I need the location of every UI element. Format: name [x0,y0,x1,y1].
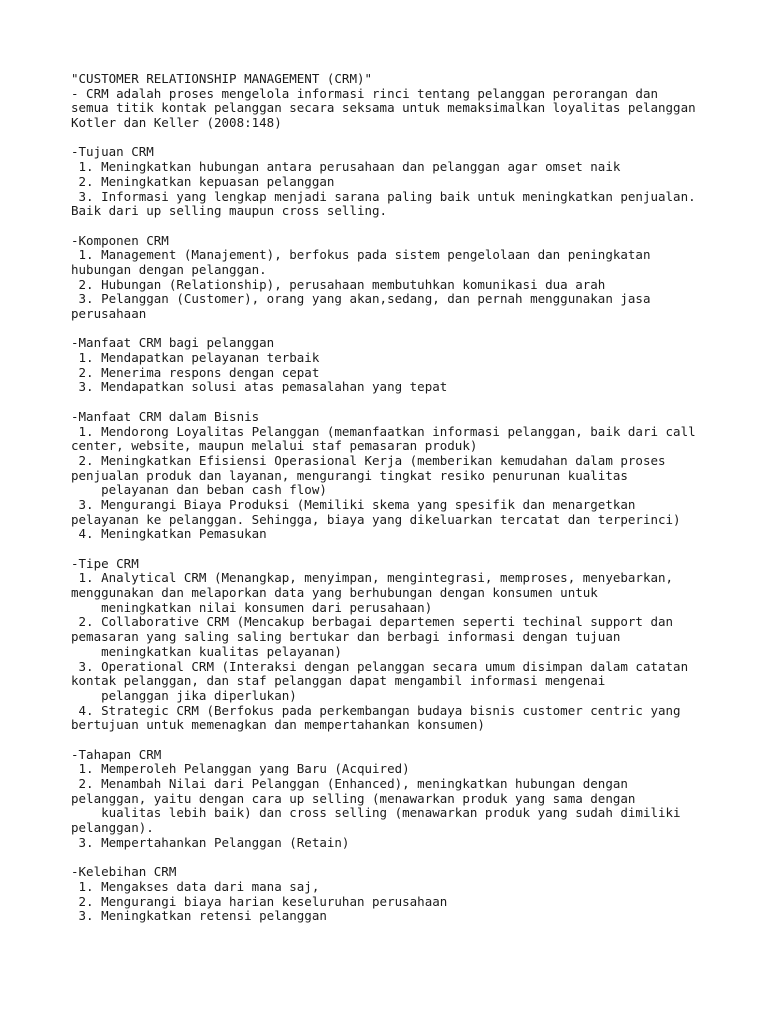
text-line: 2. Menerima respons dengan cepat [71,364,320,380]
blank-line [71,850,731,865]
text-line: 3. Mengurangi Biaya Produksi (Memiliki skema yang spesifik dan menargetkan [71,496,636,512]
text-line: kualitas lebih baik) dan cross selling (menawarkan produk yang sudah dimiliki [71,805,681,821]
text-line: "CUSTOMER RELATIONSHIP MANAGEMENT (CRM)" [71,71,373,86]
text-line: 2. Mengurangi biaya harian keseluruhan perusahaan [71,893,448,909]
text-line: 4. Meningkatkan Pemasukan [71,526,267,542]
text-line: pelanggan). [71,820,154,836]
text-line: 2. Hubungan (Relationship), perusahaan membutuhkan komunikasi dua arah [71,276,606,292]
text-line: center, website, maupun melalui staf pemasaran produk) [71,438,478,454]
text-line: bertujuan untuk memenagkan dan mempertahankan konsumen) [71,717,485,733]
text-line: -Komponen CRM [71,232,169,248]
text-line: 1. Meningkatkan hubungan antara perusahaan dan pelanggan agar omset naik [71,159,621,175]
text-line: -Tujuan CRM [71,144,154,160]
blank-line [71,395,731,410]
blank-line [71,131,731,146]
document-body [71,72,731,924]
text-line: Baik dari up selling maupun cross selling. [71,203,388,219]
text-line: meningkatkan nilai konsumen dari perusahaan) [71,599,433,615]
text-line: 1. Mengakses data dari mana saj, [71,878,320,894]
text-line: pelayanan ke pelanggan. Sehingga, biaya yang dikeluarkan tercatat dan terperinci) [71,511,681,527]
text-line: 3. Operational CRM (Interaksi dengan pelanggan secara umum disimpan dalam catatan [71,658,689,674]
blank-line [71,542,731,557]
text-line: 1. Analytical CRM (Menangkap, menyimpan, mengintegrasi, memproses, menyebarkan, [71,570,674,586]
text-line: pemasaran yang saling saling bertukar dan berbagi informasi dengan tujuan [71,629,621,645]
text-line: 3. Meningkatkan retensi pelanggan [71,908,327,924]
text-line: 1. Management (Manajement), berfokus pada sistem pengelolaan dan peningkatan [71,247,651,263]
text-line: 3. Mempertahankan Pelanggan (Retain) [71,834,350,850]
text-line: Kotler dan Keller (2008:148) [71,115,282,131]
text-line: penjualan produk dan layanan, mengurangi tingkat resiko penurunan kualitas [71,467,628,483]
text-line: 3. Informasi yang lengkap menjadi sarana paling baik untuk meningkatkan penjualan. [71,188,696,204]
blank-line [71,733,731,748]
text-line: 2. Menambah Nilai dari Pelanggan (Enhanced), meningkatkan hubungan dengan [71,776,628,791]
text-line: perusahaan [71,306,147,321]
text-line: -Manfaat CRM dalam Bisnis [71,408,260,424]
text-line: -Tipe CRM [71,555,139,571]
text-line: -Manfaat CRM bagi pelanggan [71,335,275,351]
text-line: pelayanan dan beban cash flow) [71,482,327,498]
text-line: -Kelebihan CRM [71,864,177,880]
blank-line [71,219,731,234]
text-line: kontak pelanggan, dan staf pelanggan dapat mengambil informasi mengenai [71,673,606,689]
text-line: - CRM adalah proses mengelola informasi rinci tentang pelanggan perorangan dan [71,85,658,101]
text-line: -Tahapan CRM [71,746,162,762]
text-line: 2. Meningkatkan Efisiensi Operasional Kerja (memberikan kemudahan dalam proses [71,452,666,468]
text-line: 3. Mendapatkan solusi atas pemasalahan yang tepat [71,379,448,395]
text-line: 4. Strategic CRM (Berfokus pada perkembangan budaya bisnis customer centric yang [71,702,681,718]
text-line: 2. Collaborative CRM (Mencakup berbagai departemen seperti techinal support dan [71,614,674,630]
text-line: 1. Mendapatkan pelayanan terbaik [71,350,320,366]
text-line: menggunakan dan melaporkan data yang berhubungan dengan konsumen untuk [71,585,598,601]
text-line: 1. Mendorong Loyalitas Pelanggan (memanfaatkan informasi pelanggan, baik dari call [71,423,696,439]
text-line: pelanggan, yaitu dengan cara up selling (menawarkan produk yang sama dengan [71,790,636,806]
text-line: hubungan dengan pelanggan. [71,261,267,277]
text-line: semua titik kontak pelanggan secara seksama untuk memaksimalkan loyalitas pelanggan [71,100,696,116]
text-line: 1. Memperoleh Pelanggan yang Baru (Acquired) [71,761,410,777]
text-line: 3. Pelanggan (Customer), orang yang akan,sedang, dan pernah menggunakan jasa [71,291,651,307]
text-line: meningkatkan kualitas pelayanan) [71,643,342,659]
blank-line [71,322,731,337]
text-line: 2. Meningkatkan kepuasan pelanggan [71,173,335,189]
text-line: pelanggan jika diperlukan) [71,687,297,703]
